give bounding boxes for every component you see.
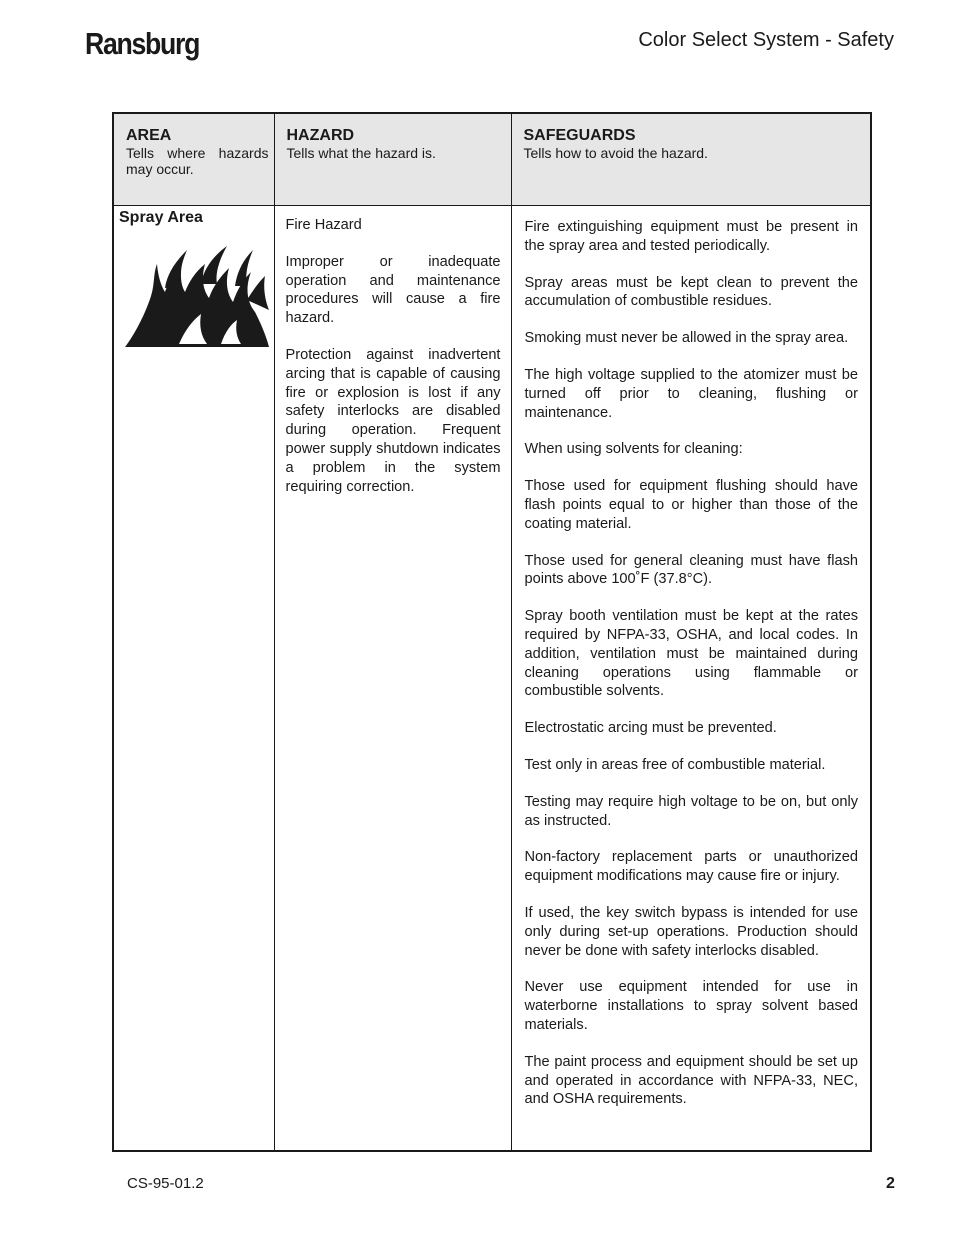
safeguard-paragraph: Spray areas must be kept clean to prevent the accumulation of combustible residues. [524,274,858,310]
safeguard-paragraph: Test only in areas free of combustible material. [524,756,826,773]
hazard-column-header [274,113,511,206]
safeguards-header-title: SAFEGUARDS [523,127,636,144]
safeguard-paragraph: Fire extinguishing equipment must be present in the spray area and tested periodically. [524,219,858,254]
hazard-paragraph: Fire Hazard [285,217,362,233]
safeguard-paragraph: The paint process and equipment should be set up and operated in accordance with NFPA-33, NEC, and OSHA requirements. [524,1053,858,1108]
safeguard-paragraph: If used, the key switch bypass is intended for use only during set-up operations. Production should never be done with safety interlocks disabled. [524,904,858,959]
table-header-row [113,113,871,206]
fire-flame-icon [125,244,270,348]
ransburg-logo: Ransburg [85,26,200,61]
hazard-paragraph: Protection against inadvertent arcing that is capable of causing fire or explosion is lost if any safety interlocks are disabled during operation. Frequent power supply shutdown indicates a problem in the system requiring correction. [285,346,501,495]
safeguards-cell [511,206,871,1152]
safeguard-paragraph: Never use equipment intended for use in waterborne installations to spray solvent based materials. [524,979,858,1033]
hazard-paragraph: Improper or inadequate operation and maintenance procedures will cause a fire hazard. [285,253,501,327]
page-number: 2 [886,1175,895,1192]
safeguards-column-header [511,113,871,206]
hazard-header-description: Tells what the hazard is. [286,145,436,161]
safeguard-paragraph: Non-factory replacement parts or unauthorized equipment modifications may cause fire or injury. [524,849,858,885]
safety-table [112,112,872,1152]
safeguard-paragraph: Testing may require high voltage to be on, but only as instructed. [524,793,858,829]
safeguard-paragraph: Electrostatic arcing must be prevented. [524,720,777,737]
safeguard-paragraph: Smoking must never be allowed in the spray area. [524,330,849,347]
area-header-title: AREA [126,127,172,144]
table-row [113,206,871,1152]
area-cell [113,206,274,1152]
safeguard-paragraph: Spray booth ventilation must be kept at the rates required by NFPA-33, OSHA, and local codes. In addition, ventilation must be maintained during cleaning operations using flammable or combustible solvents. [524,608,858,700]
area-header-description: Tells where hazards may occur. [126,145,269,177]
safeguard-paragraph: Those used for general cleaning must have flash points above 100˚F (37.8°C). [524,552,858,588]
document-code: CS-95-01.2 [127,1175,204,1192]
safeguard-paragraph: Those used for equipment flushing should have flash points equal to or higher than those of the coating material. [524,478,858,532]
safeguards-header-description: Tells how to avoid the hazard. [523,145,708,161]
safeguard-paragraph: The high voltage supplied to the atomizer must be turned off prior to cleaning, flushing or maintenance. [524,366,858,421]
hazard-header-title: HAZARD [286,127,355,144]
area-column-header [113,113,274,206]
area-name: Spray Area [119,209,203,226]
safeguard-paragraph: When using solvents for cleaning: [524,441,743,458]
document-title: Color Select System - Safety [638,29,894,51]
hazard-cell [274,206,511,1152]
